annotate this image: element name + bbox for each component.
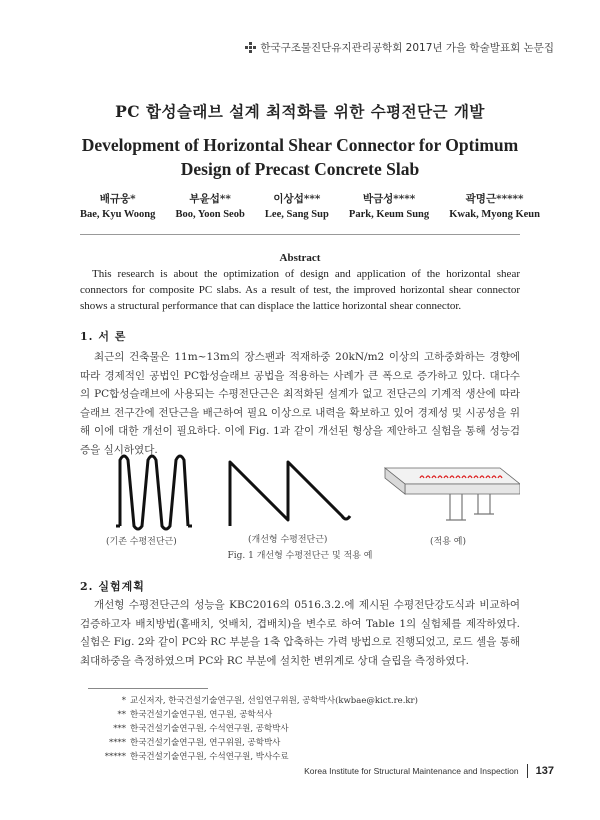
author: 부윤섭** Boo, Yoon Seob — [175, 193, 245, 220]
footnote-divider — [88, 688, 208, 689]
footnote: *** 한국건설기술연구원, 수석연구원, 공학박사 — [113, 724, 289, 734]
intro-paragraph: 최근의 건축물은 11m~13m의 장스팬과 적재하중 20kN/m2 이상의 고하중화하는 경향에 따라 경제적인 공법인 PC합성슬래브 공법을 적용하는 사례가 큰 폭으로 증가하고 있다. 대다수의 PC합성슬래브에 사용되는 수평전단근은 최적화된 설계가 없고 전단근의 기계적 생산에 따라 슬래브 전구간에 전단근을 배근하여 필요 이상으로 내력을 확보하고 있어 경제성 및 시공성을 위해 이에 대한 개선이 필요하다. 이에 Fig. 1과 같이 개선된 형상을 제안하고 실험을 통해 성능검증을 실시하였다. — [80, 351, 520, 456]
journal-name: 한국구조물진단유지관리공학회 2017년 가을 학술발표회 논문집 — [260, 42, 554, 54]
experiment-paragraph: 개선형 수평전단근의 성능을 KBC2016의 0516.3.2.에 제시된 수평전단강도식과 비교하여 검증하고자 배치방법(홑배치, 엇배치, 겹배치)을 변수로 하여 Table 1의 실험체를 제작하였다. 실험은 Fig. 2와 같이 PC와 RC 부분을 1축 압축하는 가력 방법으로 진행되었고, 로드 셀을 통해 최대하중을 측정하였으며 PC와 RC 부분에 설치한 변위계로 상대 슬립을 측정하였다. — [80, 599, 520, 667]
author: 배규웅* Bae, Kyu Woong — [80, 193, 156, 220]
abstract-text: This research is about the optimization of design and application of the horizontal shear connectors for composite PC slabs. As a result of test, the improved horizontal shear connector shows a structural performance that can displace the lattice horizontal shear connector. — [80, 268, 520, 312]
page-footer — [304, 764, 554, 778]
figure-1-sub-a: (기존 수평전단근) — [106, 537, 177, 547]
figure-1-sub-b: (개선형 수평전단근) — [248, 535, 328, 545]
improved-shear-connector — [230, 462, 350, 526]
footnote-list — [80, 694, 418, 764]
section-heading-intro: 1. 서 론 — [80, 330, 127, 343]
journal-header — [245, 40, 554, 55]
author: 박금성**** Park, Keum Sung — [348, 193, 430, 220]
title-english — [0, 133, 600, 181]
footnote: * 교신저자, 한국건설기술연구원, 선임연구위원, 공학박사(kwbae@kict.re.kr) — [121, 696, 418, 706]
section-heading-experiment: 2. 실험계획 — [80, 580, 145, 593]
journal-logo-icon — [245, 42, 256, 53]
footnote: ** 한국건설기술연구원, 연구원, 공학석사 — [117, 710, 273, 720]
title-korean: PC 합성슬래브 설계 최적화를 위한 수평전단근 개발 — [115, 102, 485, 121]
author: 곽명근***** Kwak, Myong Keun — [449, 193, 540, 220]
abstract-heading: Abstract — [279, 252, 321, 264]
existing-shear-connector — [120, 456, 188, 529]
page-number: 137 — [527, 764, 554, 778]
author-list — [80, 192, 540, 222]
figure-1-sub-c: (적용 예) — [430, 537, 466, 547]
footer-organization: Korea Institute for Structural Maintenance and Inspection — [304, 766, 519, 776]
title-english-line2: Design of Precast Concrete Slab — [180, 159, 420, 179]
figure-1-caption: Fig. 1 개선형 수평전단근 및 적용 예 — [227, 551, 373, 561]
figure-1 — [80, 448, 520, 568]
footnote: ***** 한국건설기술연구원, 수석연구원, 박사수료 — [104, 752, 289, 762]
application-slab-drawing — [385, 468, 520, 520]
author: 이상섭*** Lee, Sang Sup — [264, 193, 329, 220]
title-divider — [80, 234, 520, 235]
title-english-line1: Development of Horizontal Shear Connector for Optimum — [81, 135, 519, 155]
footnote: **** 한국건설기술연구원, 연구위원, 공학박사 — [109, 738, 281, 748]
